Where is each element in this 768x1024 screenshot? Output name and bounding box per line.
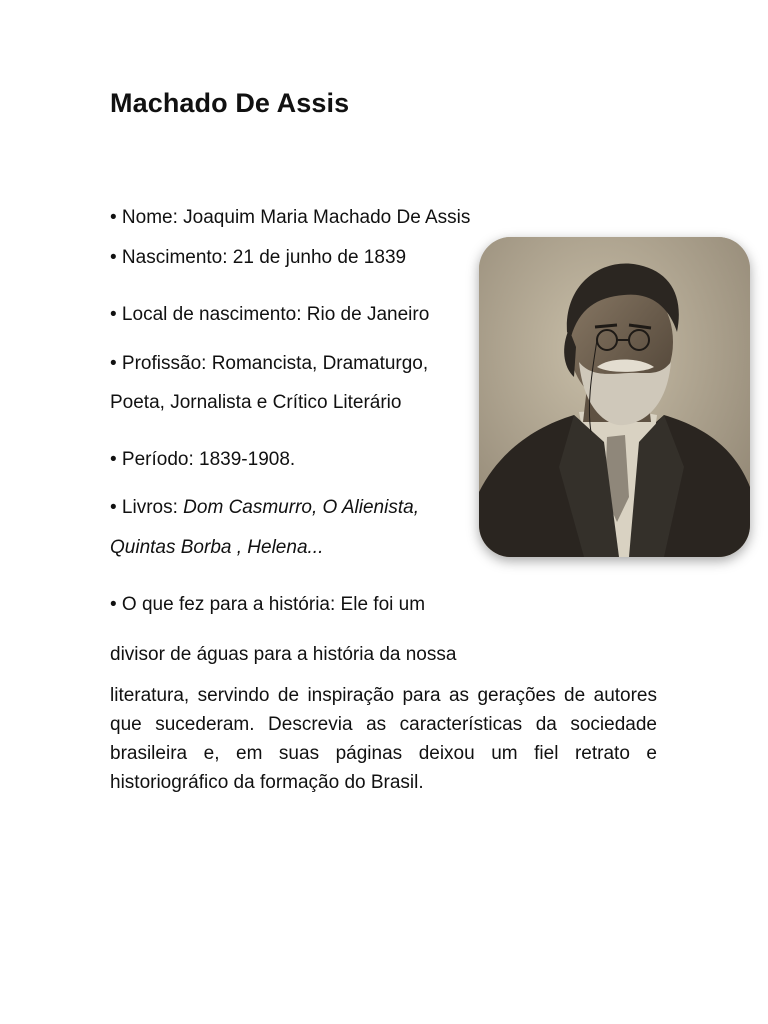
- bullet-livros-cont: [110, 537, 323, 559]
- portrait-photo: [479, 237, 750, 557]
- bullet-profissao-cont: Poeta, Jornalista e Crítico Literário: [110, 392, 402, 413]
- bullet-profissao: • Profissão: Romancista, Dramaturgo,: [110, 353, 429, 374]
- bullet-periodo: • Período: 1839-1908.: [110, 449, 296, 470]
- bullet-historia-cont: divisor de águas para a história da nossa: [110, 644, 457, 665]
- bullet-livros: [110, 497, 419, 519]
- page-title: Machado De Assis: [110, 88, 350, 118]
- livros-titles-cont: Quintas Borba , Helena...: [110, 537, 324, 558]
- livros-label: • Livros:: [110, 497, 184, 518]
- bullet-historia: • O que fez para a história: Ele foi um: [110, 594, 426, 615]
- body-paragraph: literatura, servindo de inspiração para as gerações de autores que sucederam. Descrevia as características da sociedade brasileira e, em suas páginas deixou um fiel retrato e historiográfico da formação do Brasil.: [110, 685, 657, 793]
- bullet-local-nascimento: • Local de nascimento: Rio de Janeiro: [110, 304, 430, 325]
- bullet-nome: • Nome: Joaquim Maria Machado De Assis: [110, 207, 471, 228]
- livros-titles: Dom Casmurro, O Alienista,: [183, 497, 419, 518]
- bullet-nascimento: • Nascimento: 21 de junho de 1839: [110, 247, 407, 268]
